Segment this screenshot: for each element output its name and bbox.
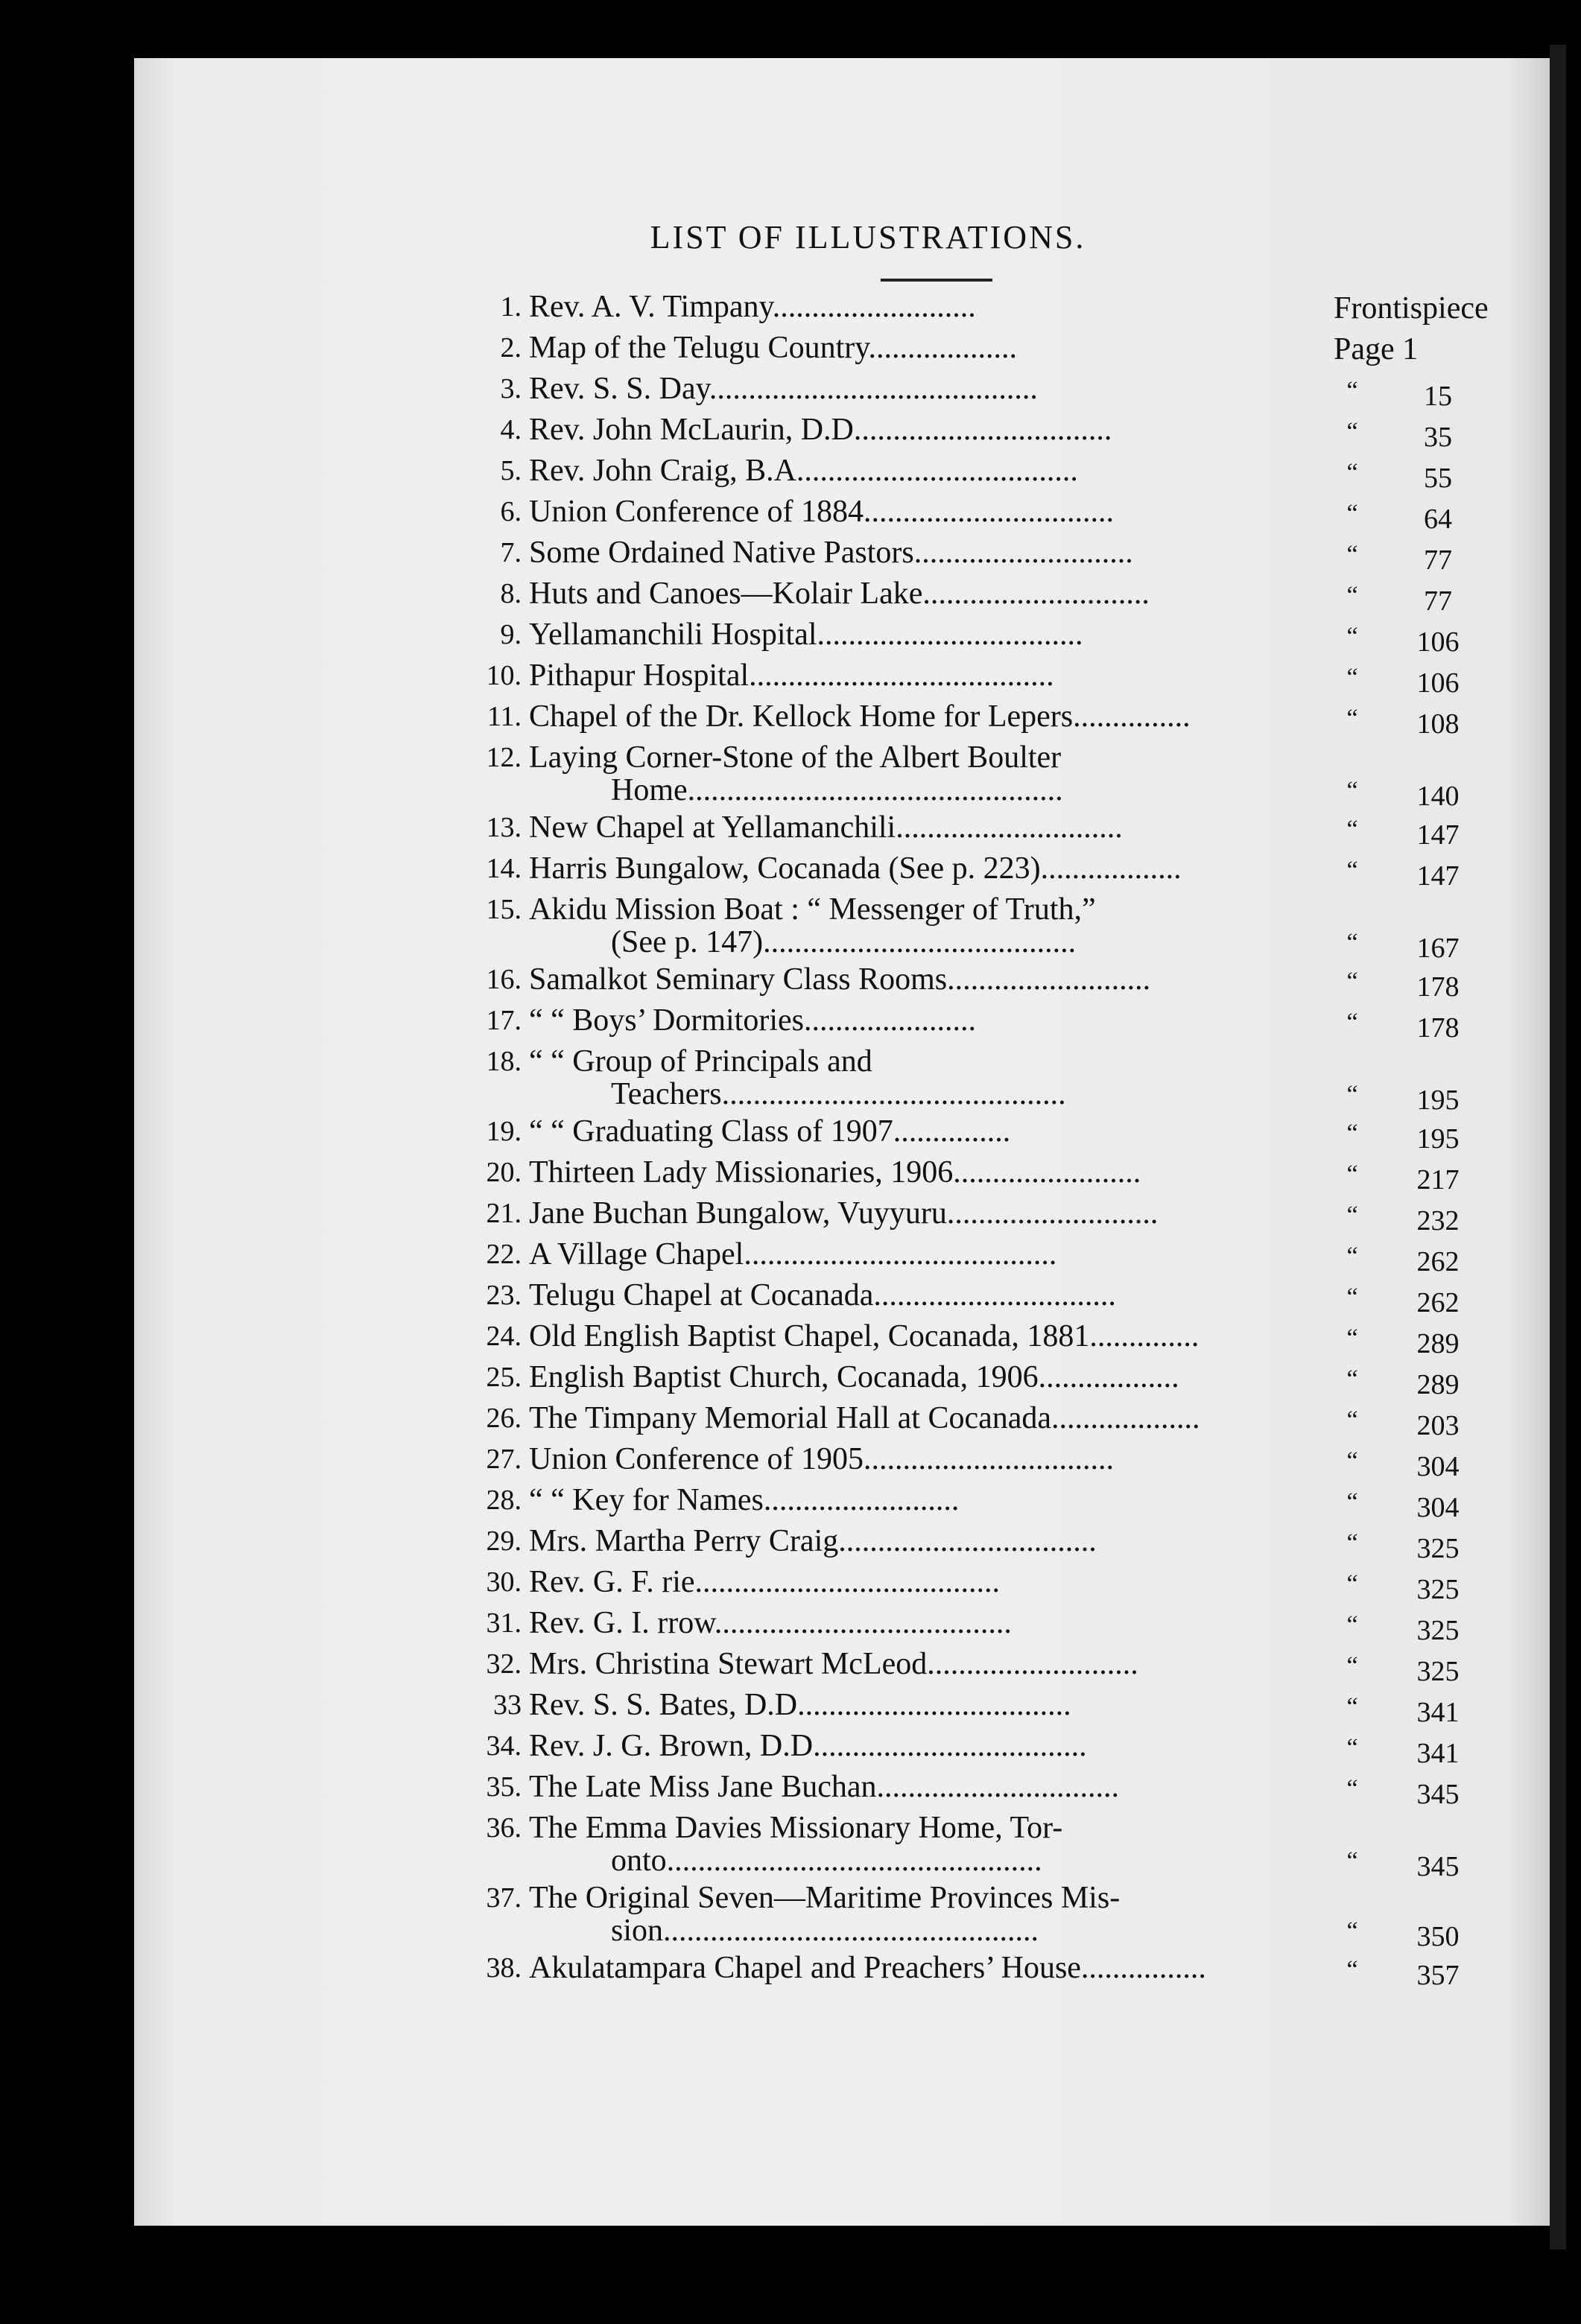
item-page-label: Page 1 xyxy=(1334,332,1419,366)
item-page-number: 232 xyxy=(1416,1205,1460,1236)
item-page-number: 325 xyxy=(1416,1533,1460,1564)
list-item xyxy=(432,1238,1550,1279)
item-caption xyxy=(529,1648,1319,1680)
ditto-mark: “ xyxy=(1346,857,1358,884)
item-caption xyxy=(529,1402,1319,1435)
item-number: 24. xyxy=(486,1321,522,1352)
item-caption-line: Mrs. Christina Stewart McLeod........................... xyxy=(529,1648,1138,1680)
item-page-number: 106 xyxy=(1416,626,1460,658)
ditto-mark: “ xyxy=(1346,777,1358,804)
item-caption-line: Rev. John McLaurin, D.D................................. xyxy=(529,413,1112,446)
item-caption xyxy=(529,1115,1319,1148)
item-number: 16. xyxy=(486,964,522,995)
item-caption xyxy=(529,1238,1319,1271)
ditto-mark: “ xyxy=(1346,1161,1358,1188)
title-rule xyxy=(881,279,992,282)
item-caption xyxy=(529,852,1319,885)
item-caption xyxy=(529,1566,1319,1598)
item-caption xyxy=(529,331,1319,364)
item-page-number: 262 xyxy=(1416,1287,1460,1318)
list-item xyxy=(432,1525,1550,1566)
item-number: 2. xyxy=(500,332,522,363)
item-page-number: 77 xyxy=(1424,585,1452,617)
item-number: 23. xyxy=(486,1280,522,1311)
ditto-mark: “ xyxy=(1346,705,1358,732)
page-title: LIST OF ILLUSTRATIONS. xyxy=(650,219,1086,255)
item-page-label: Frontispiece xyxy=(1334,291,1489,326)
list-item xyxy=(432,1689,1550,1730)
item-number: 9. xyxy=(500,619,522,650)
item-page-number: 345 xyxy=(1416,1779,1460,1810)
item-caption-line: Mrs. Martha Perry Craig................................. xyxy=(529,1525,1097,1558)
item-caption-line: English Baptist Church, Cocanada, 1906.................. xyxy=(529,1361,1179,1394)
item-number: 1. xyxy=(500,291,522,323)
list-item xyxy=(432,331,1550,372)
ditto-mark: “ xyxy=(1346,664,1358,691)
ditto-mark: “ xyxy=(1346,418,1358,445)
list-item xyxy=(432,1045,1550,1115)
ditto-mark: “ xyxy=(1346,541,1358,568)
item-number: 36. xyxy=(486,1812,522,1844)
item-page-number: 15 xyxy=(1424,381,1452,412)
item-caption xyxy=(529,963,1319,996)
ditto-mark: “ xyxy=(1346,1009,1358,1036)
list-item xyxy=(432,413,1550,454)
item-page-number: 341 xyxy=(1416,1738,1460,1769)
item-number: 30. xyxy=(486,1566,522,1598)
item-page-number: 262 xyxy=(1416,1246,1460,1277)
item-page-number: 304 xyxy=(1416,1492,1460,1523)
ditto-mark: “ xyxy=(1346,623,1358,650)
item-caption-line: A Village Chapel........................................ xyxy=(529,1238,1057,1271)
list-item xyxy=(432,495,1550,536)
list-item xyxy=(432,1771,1550,1812)
item-page-number: 341 xyxy=(1416,1697,1460,1728)
item-page-number: 147 xyxy=(1416,819,1460,851)
item-number: 26. xyxy=(486,1403,522,1434)
item-number: 3. xyxy=(500,373,522,404)
item-page-number: 64 xyxy=(1424,504,1452,535)
item-caption xyxy=(529,1730,1319,1762)
item-number: 22. xyxy=(486,1239,522,1270)
item-caption-line: Thirteen Lady Missionaries, 1906........................ xyxy=(529,1156,1141,1189)
item-page-number: 357 xyxy=(1416,1960,1460,1991)
list-item xyxy=(432,372,1550,413)
list-item xyxy=(432,1279,1550,1320)
ditto-mark: “ xyxy=(1346,1652,1358,1680)
list-item xyxy=(432,852,1550,893)
item-page-number: 140 xyxy=(1416,781,1460,812)
item-number: 18. xyxy=(486,1046,522,1077)
list-item xyxy=(432,1197,1550,1238)
list-item xyxy=(432,1730,1550,1771)
item-caption xyxy=(529,454,1319,487)
item-caption xyxy=(529,741,1319,807)
item-caption-line: Rev. John Craig, B.A.................................... xyxy=(529,454,1078,487)
item-caption xyxy=(529,811,1319,844)
item-caption-continuation: sion................................................ xyxy=(611,1914,1039,1947)
item-caption-line: The Timpany Memorial Hall at Cocanada................... xyxy=(529,1402,1200,1435)
ditto-mark: “ xyxy=(1346,1488,1358,1516)
ditto-mark: “ xyxy=(1346,1201,1358,1229)
item-caption xyxy=(529,1484,1319,1517)
item-caption-line: “ “ Key for Names......................... xyxy=(529,1484,960,1517)
item-caption-continuation: Teachers............................................ xyxy=(611,1078,1066,1111)
item-caption xyxy=(529,536,1319,569)
list-item xyxy=(432,1443,1550,1484)
list-item xyxy=(432,1004,1550,1045)
item-caption xyxy=(529,1882,1319,1947)
item-caption xyxy=(529,290,1319,323)
item-caption-continuation: onto................................................ xyxy=(611,1844,1042,1877)
item-caption-line: New Chapel at Yellamanchili............................. xyxy=(529,811,1123,844)
ditto-mark: “ xyxy=(1346,816,1358,843)
item-page-number: 167 xyxy=(1416,933,1460,964)
item-caption-line: Rev. A. V. Timpany.......................... xyxy=(529,290,976,323)
item-number: 19. xyxy=(486,1116,522,1147)
item-caption xyxy=(529,1197,1319,1230)
list-item xyxy=(432,1952,1550,1993)
item-number: 25. xyxy=(486,1362,522,1393)
item-caption xyxy=(529,1045,1319,1111)
item-caption-continuation: Home................................................ xyxy=(611,774,1063,807)
book-page xyxy=(134,58,1550,2226)
ditto-mark: “ xyxy=(1346,1406,1358,1434)
list-item xyxy=(432,963,1550,1004)
item-caption-line: “ “ Group of Principals and xyxy=(529,1045,872,1078)
item-page-number: 325 xyxy=(1416,1656,1460,1687)
list-item xyxy=(432,741,1550,811)
item-number: 38. xyxy=(486,1952,522,1984)
item-number: 28. xyxy=(486,1485,522,1516)
item-number: 17. xyxy=(486,1005,522,1036)
ditto-mark: “ xyxy=(1346,1956,1358,1984)
list-item xyxy=(432,454,1550,495)
item-caption-line: Akulatampara Chapel and Preachers’ House................ xyxy=(529,1952,1206,1984)
item-caption xyxy=(529,1361,1319,1394)
item-caption-line: Rev. J. G. Brown, D.D................................... xyxy=(529,1730,1087,1762)
ditto-mark: “ xyxy=(1346,377,1358,404)
item-page-number: 325 xyxy=(1416,1574,1460,1605)
list-item xyxy=(432,1361,1550,1402)
list-item xyxy=(432,1115,1550,1156)
ditto-mark: “ xyxy=(1346,1365,1358,1393)
ditto-mark: “ xyxy=(1346,1324,1358,1352)
item-number: 12. xyxy=(486,742,522,773)
item-caption-continuation: (See p. 147)........................................ xyxy=(611,926,1077,959)
item-page-number: 289 xyxy=(1416,1328,1460,1359)
list-item xyxy=(432,1607,1550,1648)
item-number: 34. xyxy=(486,1730,522,1762)
item-caption-line: Rev. S. S. Day.......................................... xyxy=(529,372,1038,405)
item-caption xyxy=(529,893,1319,959)
item-caption xyxy=(529,1004,1319,1037)
item-page-number: 195 xyxy=(1416,1085,1460,1116)
ditto-mark: “ xyxy=(1346,1081,1358,1108)
item-caption-line: “ “ Boys’ Dormitories...................... xyxy=(529,1004,976,1037)
item-page-number: 304 xyxy=(1416,1451,1460,1482)
list-item xyxy=(432,700,1550,741)
ditto-mark: “ xyxy=(1346,1120,1358,1147)
list-item xyxy=(432,1882,1550,1952)
item-page-number: 345 xyxy=(1416,1851,1460,1882)
ditto-mark: “ xyxy=(1346,500,1358,527)
item-caption-line: Rev. G. I. rrow...................................... xyxy=(529,1607,1012,1639)
ditto-mark: “ xyxy=(1346,582,1358,609)
item-number: 11. xyxy=(487,701,522,732)
item-caption-line: Map of the Telugu Country................... xyxy=(529,331,1017,364)
item-number: 20. xyxy=(486,1157,522,1188)
ditto-mark: “ xyxy=(1346,1529,1358,1557)
item-caption-line: Akidu Mission Boat : “ Messenger of Truth,” xyxy=(529,893,1096,926)
item-number: 31. xyxy=(486,1607,522,1639)
item-caption xyxy=(529,1279,1319,1312)
list-item xyxy=(432,618,1550,659)
item-page-number: 195 xyxy=(1416,1123,1460,1155)
item-caption-line: Jane Buchan Bungalow, Vuyyuru........................... xyxy=(529,1197,1159,1230)
item-page-number: 35 xyxy=(1424,422,1452,453)
item-caption-line: “ “ Graduating Class of 1907............... xyxy=(529,1115,1011,1148)
item-caption xyxy=(529,1525,1319,1558)
item-caption-line: Union Conference of 1884................................ xyxy=(529,495,1115,528)
list-item xyxy=(432,1484,1550,1525)
ditto-mark: “ xyxy=(1346,1283,1358,1311)
ditto-mark: “ xyxy=(1346,1734,1358,1762)
item-caption-line: Huts and Canoes—Kolair Lake............................. xyxy=(529,577,1150,610)
item-number: 37. xyxy=(486,1882,522,1914)
item-page-number: 178 xyxy=(1416,1012,1460,1044)
list-item xyxy=(432,577,1550,618)
item-number: 35. xyxy=(486,1771,522,1803)
item-page-number: 106 xyxy=(1416,667,1460,699)
item-caption xyxy=(529,1607,1319,1639)
item-page-number: 289 xyxy=(1416,1369,1460,1400)
item-page-number: 77 xyxy=(1424,545,1452,576)
item-page-number: 178 xyxy=(1416,971,1460,1003)
item-caption-line: Rev. G. F. rie....................................... xyxy=(529,1566,1001,1598)
item-caption xyxy=(529,618,1319,651)
item-number: 29. xyxy=(486,1525,522,1557)
item-caption xyxy=(529,1771,1319,1803)
item-page-number: 203 xyxy=(1416,1410,1460,1441)
item-page-number: 108 xyxy=(1416,708,1460,740)
item-caption xyxy=(529,413,1319,446)
item-number: 5. xyxy=(500,455,522,486)
item-page-number: 147 xyxy=(1416,860,1460,892)
item-caption-line: The Emma Davies Missionary Home, Tor- xyxy=(529,1812,1063,1844)
item-caption-line: Chapel of the Dr. Kellock Home for Lepers............... xyxy=(529,700,1191,733)
item-caption-line: Some Ordained Native Pastors............................ xyxy=(529,536,1133,569)
ditto-mark: “ xyxy=(1346,1447,1358,1475)
item-number: 21. xyxy=(486,1198,522,1229)
item-caption-line: Laying Corner-Stone of the Albert Boulter xyxy=(529,741,1062,774)
ditto-mark: “ xyxy=(1346,1242,1358,1270)
item-caption-line: Pithapur Hospital....................................... xyxy=(529,659,1054,692)
item-caption-line: The Original Seven—Maritime Provinces Mis- xyxy=(529,1882,1121,1914)
item-caption-line: Old English Baptist Chapel, Cocanada, 1881.............. xyxy=(529,1320,1200,1353)
list-item xyxy=(432,1812,1550,1882)
illustration-list xyxy=(432,290,1550,1993)
item-caption xyxy=(529,372,1319,405)
item-caption xyxy=(529,495,1319,528)
list-item xyxy=(432,811,1550,852)
item-number: 8. xyxy=(500,578,522,609)
item-number: 4. xyxy=(500,414,522,445)
item-page-number: 325 xyxy=(1416,1615,1460,1646)
item-number: 14. xyxy=(486,853,522,884)
item-number: 27. xyxy=(486,1444,522,1475)
ditto-mark: “ xyxy=(1346,1570,1358,1598)
ditto-mark: “ xyxy=(1346,968,1358,995)
ditto-mark: “ xyxy=(1346,459,1358,486)
item-caption-line: Telugu Chapel at Cocanada............................... xyxy=(529,1279,1116,1312)
list-item xyxy=(432,536,1550,577)
list-item xyxy=(432,893,1550,963)
item-caption-line: The Late Miss Jane Buchan............................... xyxy=(529,1771,1120,1803)
item-caption-line: Union Conference of 1905................................ xyxy=(529,1443,1115,1476)
item-number: 7. xyxy=(500,537,522,568)
ditto-mark: “ xyxy=(1346,1611,1358,1639)
item-page-number: 350 xyxy=(1416,1921,1460,1952)
item-caption xyxy=(529,700,1319,733)
item-caption-line: Harris Bungalow, Cocanada (See p. 223).................. xyxy=(529,852,1182,885)
right-border xyxy=(1550,45,1566,2250)
list-item xyxy=(432,1402,1550,1443)
ditto-mark: “ xyxy=(1346,1917,1358,1945)
list-item xyxy=(432,1648,1550,1689)
item-caption-line: Samalkot Seminary Class Rooms.......................... xyxy=(529,963,1151,996)
item-caption xyxy=(529,1812,1319,1877)
item-caption xyxy=(529,1689,1319,1721)
ditto-mark: “ xyxy=(1346,1847,1358,1875)
list-item xyxy=(432,659,1550,700)
item-number: 32. xyxy=(486,1648,522,1680)
list-item xyxy=(432,1566,1550,1607)
ditto-mark: “ xyxy=(1346,929,1358,956)
item-caption xyxy=(529,1156,1319,1189)
item-caption-line: Rev. S. S. Bates, D.D................................... xyxy=(529,1689,1071,1721)
list-item xyxy=(432,1320,1550,1361)
list-item xyxy=(432,1156,1550,1197)
item-number: 10. xyxy=(486,660,522,691)
item-caption-line: Yellamanchili Hospital.................................. xyxy=(529,618,1083,651)
item-page-number: 55 xyxy=(1424,463,1452,494)
item-number: 13. xyxy=(486,812,522,843)
ditto-mark: “ xyxy=(1346,1693,1358,1721)
item-number: 15. xyxy=(486,894,522,925)
item-caption xyxy=(529,1320,1319,1353)
item-caption xyxy=(529,1952,1319,1984)
item-caption xyxy=(529,659,1319,692)
item-page-number: 217 xyxy=(1416,1164,1460,1196)
list-item xyxy=(432,290,1550,331)
item-number: 33 xyxy=(493,1689,522,1721)
item-caption xyxy=(529,577,1319,610)
item-caption xyxy=(529,1443,1319,1476)
item-number: 6. xyxy=(500,496,522,527)
ditto-mark: “ xyxy=(1346,1775,1358,1803)
